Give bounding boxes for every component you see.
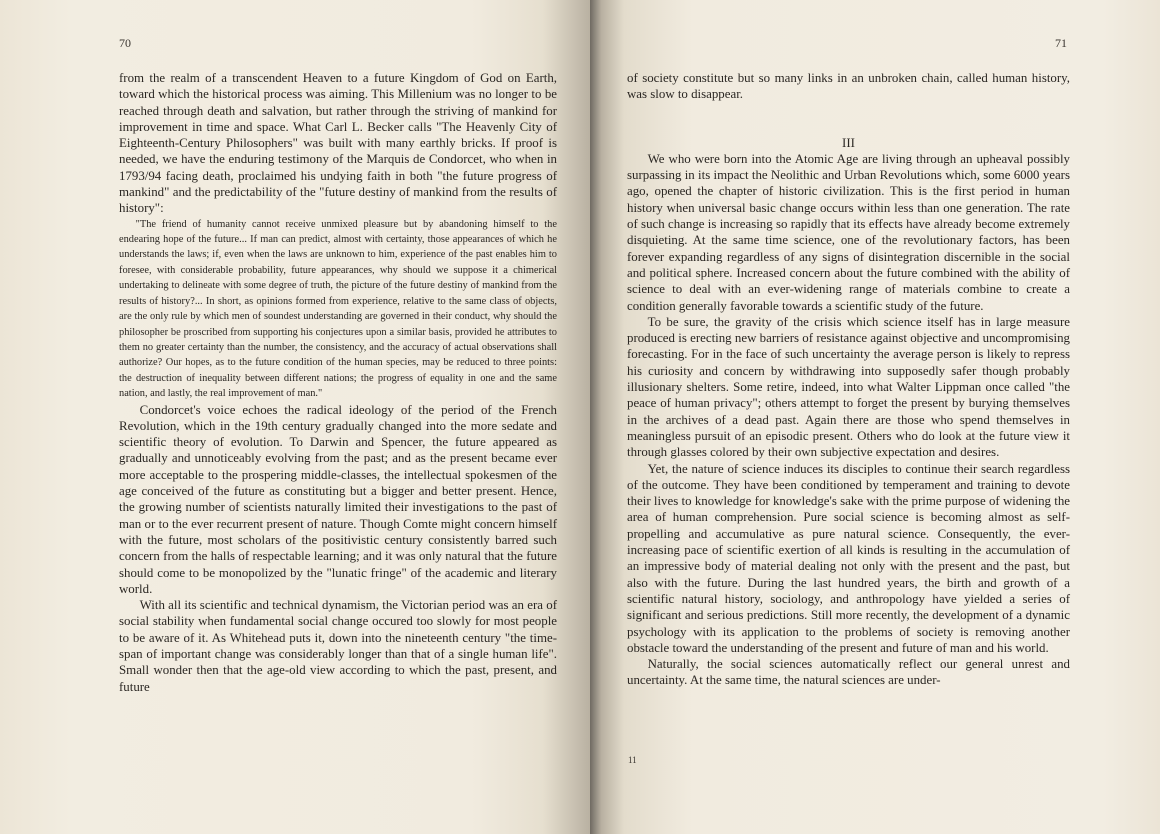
right-page <box>590 0 1160 834</box>
paragraph: We who were born into the Atomic Age are living through an upheaval possibly surpassing in its impact the Neolithic and Urban Revolutions which, some 6000 years ago, opened the chapter of historic civilization. This is the first period in human history when universal basic change occurs within less than one generation. The rate of such change is increasing so rapidly that its effects have already become extremely disquieting. At the same time science, one of the revolutionary factors, has been forever expanding regardless of any signs of disintegration discernible in the social and political sphere. Increased concern about the future combined with the ability of science to deal with an ever-widening range of materials combine to create a condition generally favorable towards a scientific study of the future. <box>627 151 1070 313</box>
paragraph: Naturally, the social sciences automatically reflect our general unrest and uncertainty. At the same time, the natural sciences are under- <box>627 657 1070 688</box>
paragraph-continuation: of society constitute but so many links in an unbroken chain, called human history, was slow to disappear. <box>627 71 1070 102</box>
left-page-text <box>119 70 557 695</box>
paragraph: from the realm of a transcendent Heaven to a future Kingdom of God on Earth, toward which the historical process was aiming. This Millenium was no longer to be reached through death and salvation, but rather through the striving of mankind for improvement in time and space. What Carl L. Becker calls "The Heavenly City of Eighteenth-Century Philosophers" was built with many earthly bricks. If proof is needed, we have the enduring testimony of the Marquis de Condorcet, who when in 1793/94 facing death, proclaimed his undying faith in both "the future progress of mankind" and the predictability of the "future destiny of mankind from the results of history": <box>119 71 557 216</box>
paragraph: With all its scientific and technical dynamism, the Victorian period was an era of social stability when fundamental social change occured too slowly for most people to be aware of it. As Whitehead puts it, down into the nineteenth century "the time-span of important change was considerably longer than that of a single human life". Small wonder then that the age-old view according to which the past, present, and future <box>119 598 557 694</box>
right-page-text <box>627 70 1070 689</box>
section-number: III <box>842 135 855 150</box>
paragraph: Condorcet's voice echoes the radical ideology of the period of the French Revolution, which in the 19th century gradually changed into the more sedate and scientific theory of evolution. To Darwin and Spencer, the future appeared as gradually and unnoticeably evolving from the past; and as the present became ever more acceptable to the prospering middle-classes, the intellectual spokesmen of the age conceived of the future as constituting but a bigger and better present. Hence, the growing number of scientists naturally limited their investigations to the past of man or to the ever recurrent present of nature. Though Comte might concern himself with the future, most scholars of the positivistic century consistently barred such concern from the halls of respectable learning; and it was only natural that the future should come to be monopolized by the "lunatic fringe" of the academic and literary world. <box>119 402 557 596</box>
block-quote: "The friend of humanity cannot receive unmixed pleasure but by abandoning himself to the endearing hope of the future... If man can predict, almost with certainty, those appearances of which he understands the laws; if, even when the laws are unknown to him, experience of the past enables him to foresee, with considerable probability, future appearances, why should we suppose it a chimerical undertaking to delineate with some degree of truth, the picture of the future destiny of mankind from the results of history?... In short, as opinions formed from experience, relative to the same class of objects, are the only rule by which men of soundest understanding are governed in their conduct, why should the philosopher be proscribed from supporting his conjectures upon a similar basis, provided he attributes to them no greater certainty than the number, the consistency, and the accuracy of actual observations shall authorize? Our hopes, as to the future condition of the human species, may be reduced to three points: the destruction of inequality between different nations; the progress of equality in one and the same nation, and lastly, the real improvement of man." <box>119 218 557 400</box>
page-number-left: 70 <box>119 36 131 50</box>
paragraph: To be sure, the gravity of the crisis which science itself has in large measure produced is erecting new barriers of resistance against objective and uncompromising forecasting. For in the face of such uncertainty the average person is likely to repress his curiosity and concern by withdrawing into supposedly safer though probably illusionary shelters. Some retire, indeed, into what Walter Lippman once called "the peace of human privacy"; others attempt to forget the present by burying themselves in the archives of a dead past. Again there are those who spend themselves in meaningless pursuit of an episodic present. Others who do look at the future view it through glasses colored by their own subjective expectation and desires. <box>627 314 1070 460</box>
footer-mark: 11 <box>628 755 637 765</box>
page-number-right: 71 <box>1055 36 1067 50</box>
paragraph: Yet, the nature of science induces its disciples to continue their search regardless of the outcome. They have been conditioned by temperament and training to devote their lives to knowledge for knowledge's sake with the prime purpose of widening the area of human comprehension. Pure social science is becoming almost as self-propelling and accumulative as pure natural science. Consequently, the ever-increasing pace of scientific exertion of all kinds is resulting in the accumulation of an impressive body of material dealing not only with the present and the past, but also with the future. During the last hundred years, the birth and growth of a scientific natural history, sociology, and anthropology have yielded a series of significant and serious predictions. Still more recently, the development of a dynamic psychology with its application to the problems of society is removing another obstacle toward the understanding of the present and future of man and his world. <box>627 461 1070 655</box>
